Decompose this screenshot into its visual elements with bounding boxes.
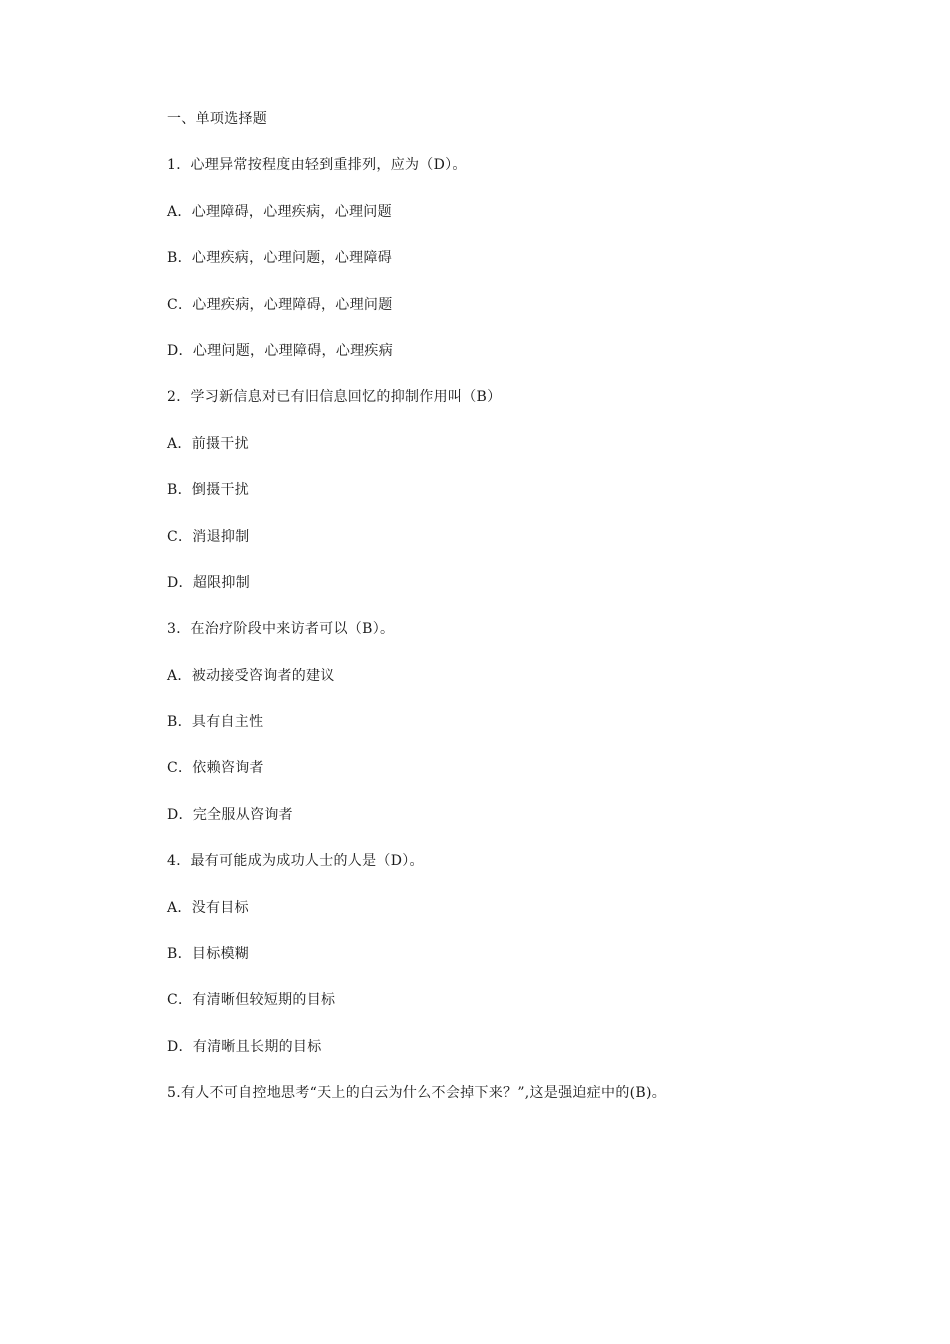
section-title: 一、单项选择题 [167, 111, 268, 127]
option-c: C．消退抑制 [167, 528, 250, 545]
option-a: A．前摄干扰 [167, 435, 249, 452]
option-d: D．完全服从咨询者 [167, 806, 293, 823]
question-block [167, 154, 867, 386]
question-stem: 5.有人不可自控地思考“天上的白云为什么不会掉下来？”,这是强迫症中的(B)。 [167, 1085, 667, 1102]
question-block [167, 386, 867, 618]
option-d: D．超限抑制 [167, 574, 251, 591]
document-body [167, 108, 867, 1129]
question-block [167, 1082, 867, 1128]
question-stem: 3．在治疗阶段中来访者可以（B）。 [167, 621, 395, 638]
question-block [167, 618, 867, 850]
option-b: B．心理疾病，心理问题，心理障碍 [167, 250, 393, 267]
question-stem: 1．心理异常按程度由轻到重排列，应为（D）。 [167, 157, 467, 174]
option-d: D．心理问题，心理障碍，心理疾病 [167, 342, 394, 359]
option-b: B．目标模糊 [167, 946, 250, 963]
question-stem: 2．学习新信息对已有旧信息回忆的抑制作用叫（B） [167, 389, 502, 406]
question-block [167, 850, 867, 1082]
option-b: B．具有自主性 [167, 714, 264, 731]
option-a: A．心理障碍，心理疾病，心理问题 [167, 203, 392, 220]
option-a: A．没有目标 [167, 899, 249, 916]
option-c: C．依赖咨询者 [167, 760, 264, 777]
question-stem: 4．最有可能成为成功人士的人是（D）。 [167, 853, 424, 870]
option-c: C．心理疾病，心理障碍，心理问题 [167, 296, 393, 313]
option-b: B．倒摄干扰 [167, 482, 250, 499]
option-c: C．有清晰但较短期的目标 [167, 992, 336, 1009]
option-a: A．被动接受咨询者的建议 [167, 667, 335, 684]
option-d: D．有清晰且长期的目标 [167, 1038, 322, 1055]
